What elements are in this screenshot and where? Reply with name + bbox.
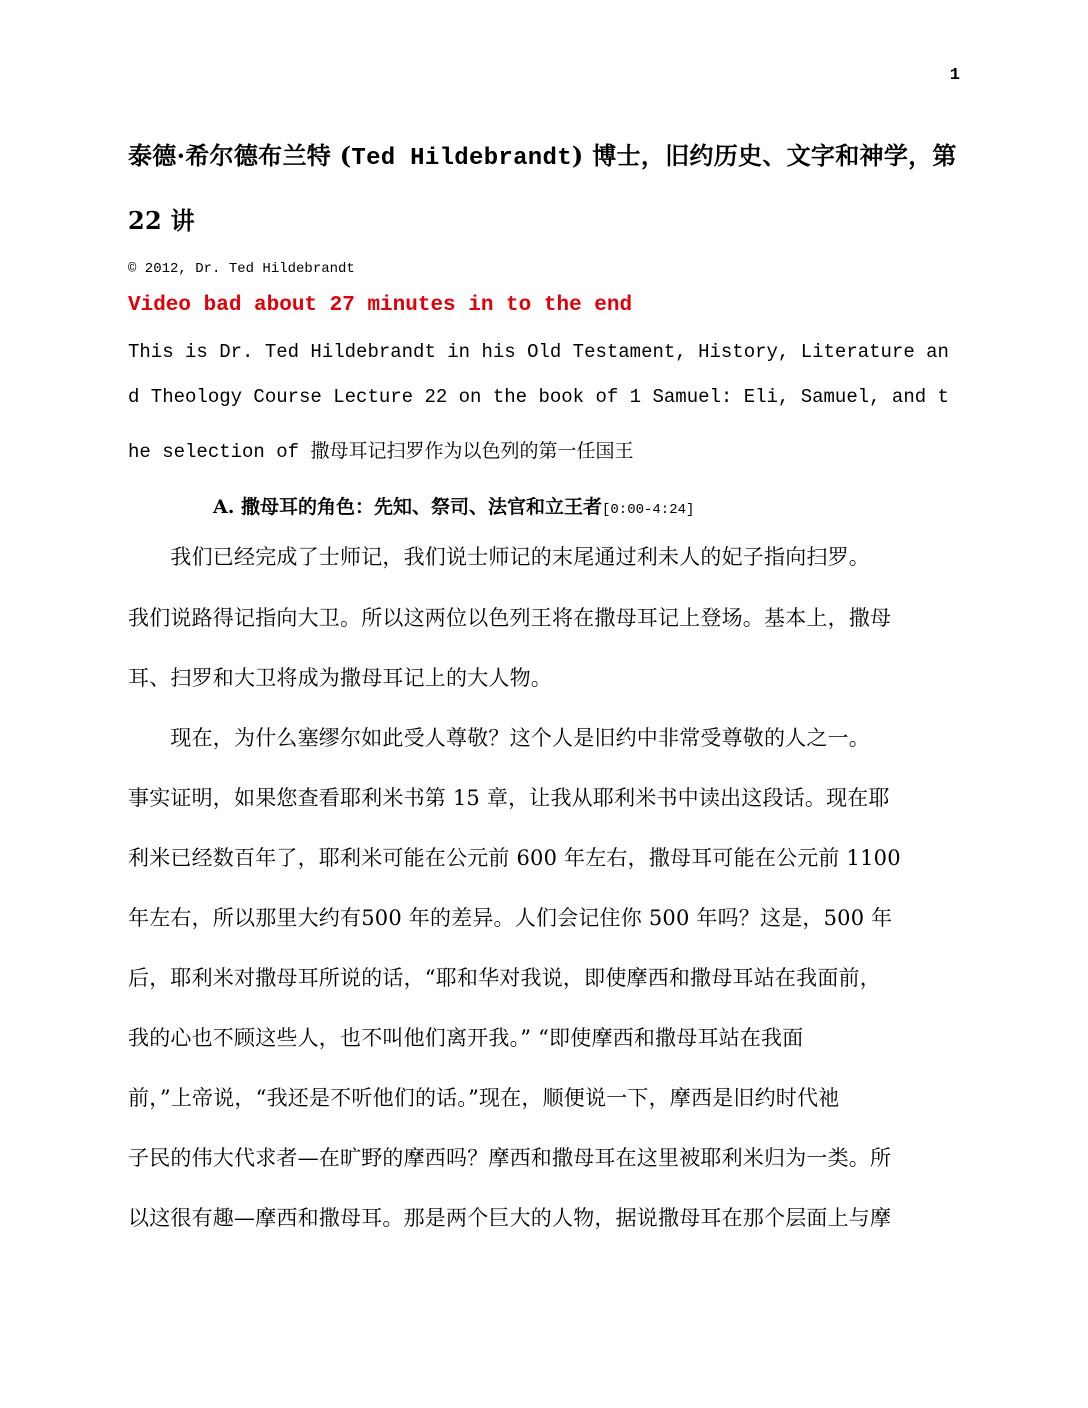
intro-line-3	[128, 436, 633, 463]
body-line: 以这很有趣—摩西和撒母耳。那是两个巨大的人物，据说撒母耳在那个层面上与摩	[128, 1206, 892, 1230]
document-title-line-2: 22 讲	[128, 206, 195, 235]
intro-line-2: d Theology Course Lecture 22 on the book of 1 Samuel: Eli, Samuel, and t	[128, 386, 949, 408]
title-author-name: Ted Hildebrandt	[351, 145, 572, 172]
section-heading	[213, 492, 694, 519]
copyright-notice: © 2012, Dr. Ted Hildebrandt	[128, 261, 355, 277]
intro-line-3-chinese: 撒母耳记扫罗作为以色列的第一任国王	[310, 440, 634, 462]
title-text-part-2: ) 博士，旧约历史、文字和神学，第	[571, 141, 957, 170]
body-line: 利米已经数百年了，耶利米可能在公元前 600 年左右，撒母耳可能在公元前 1100	[128, 846, 901, 870]
body-line: 年左右，所以那里大约有500 年的差异。人们会记住你 500 年吗？这是，500 年	[128, 906, 893, 930]
intro-line-1: This is Dr. Ted Hildebrandt in his Old Testament, History, Literature an	[128, 341, 949, 363]
section-heading-label: A. 撒母耳的角色：先知、祭司、法官和立王者	[213, 496, 602, 518]
body-line: 子民的伟大代求者—在旷野的摩西吗？摩西和撒母耳在这里被耶利米归为一类。所	[128, 1146, 892, 1170]
page-number: 1	[949, 66, 960, 85]
body-line: 耳、扫罗和大卫将成为撒母耳记上的大人物。	[128, 666, 552, 690]
body-line: 现在，为什么塞缪尔如此受人尊敬？这个人是旧约中非常受尊敬的人之一。	[128, 726, 870, 750]
body-line: 前，”上帝说，“我还是不听他们的话。”现在，顺便说一下，摩西是旧约时代祂	[128, 1086, 840, 1110]
section-timestamp: [0:00-4:24]	[601, 502, 695, 518]
body-line: 后，耶利米对撒母耳所说的话，“耶和华对我说，即使摩西和撒母耳站在我面前，	[128, 966, 881, 990]
title-text-part-1: 泰德·希尔德布兰特 (	[128, 141, 352, 170]
intro-line-3-english: he selection of	[128, 441, 311, 463]
body-line: 我们说路得记指向大卫。所以这两位以色列王将在撒母耳记上登场。基本上，撒母	[128, 606, 892, 630]
body-line: 我们已经完成了士师记，我们说士师记的末尾通过利未人的妃子指向扫罗。	[128, 545, 870, 569]
body-line: 事实证明，如果您查看耶利米书第 15 章，让我从耶利米书中读出这段话。现在耶	[128, 786, 890, 810]
body-line: 我的心也不顾这些人，也不叫他们离开我。” “即使摩西和撒母耳站在我面	[128, 1026, 804, 1050]
video-warning-note: Video bad about 27 minutes in to the end	[128, 294, 633, 317]
document-title-line-1	[128, 136, 957, 172]
